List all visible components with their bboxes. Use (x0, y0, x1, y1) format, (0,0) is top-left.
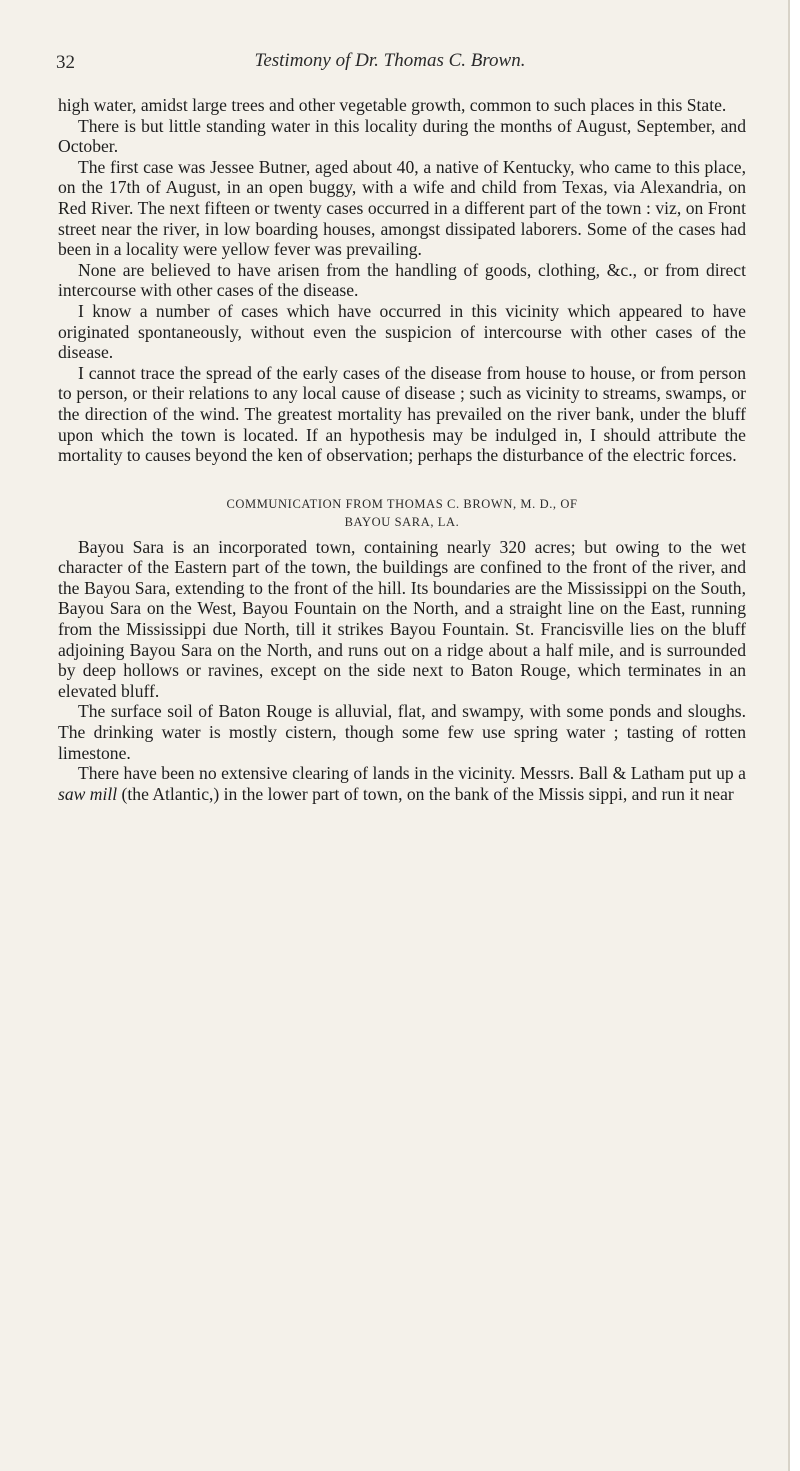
paragraph: The first case was Jessee Butner, aged about 40, a native of Kentucky, who came to this place, on the 17th of August, in an open buggy, with a wife and child from Texas, via Alexandria, on Red River. The next fifteen or twenty cases occurred in a different part of the town : viz, on Front street near the river, in low boarding houses, amongst dissipated laborers. Some of the cases had been in a locality were yellow fever was prevailing. (58, 156, 746, 260)
paragraph: I cannot trace the spread of the early cases of the disease from house to house, or from person to person, or their relations to any local cause of disease ; such as vicinity to streams, swamps, or the direction of the wind. The greatest mortality has prevailed on the river bank, under the bluff upon which the town is located. If an hypothesis may be indulged in, I should attribute the mortality to causes beyond the ken of observation; perhaps the disturbance of the electric forces. (58, 362, 746, 466)
paragraph: The surface soil of Baton Rouge is alluvial, flat, and swampy, with some ponds and sloughs. The drinking water is mostly cistern, though some few use spring water ; tasting of rotten limestone. (58, 701, 746, 763)
paragraph: There is but little standing water in this locality during the months of August, September, and October. (58, 115, 746, 157)
section-heading (58, 495, 746, 531)
running-head: Testimony of Dr. Thomas C. Brown. (254, 50, 526, 71)
page-number: 32 (56, 52, 75, 73)
section-heading-line: COMMUNICATION FROM THOMAS C. BROWN, M. D., OF (226, 496, 578, 511)
paragraph: None are believed to have arisen from the handling of goods, clothing, &c., or from direct intercourse with other cases of the disease. (58, 259, 746, 301)
paragraph: high water, amidst large trees and other vegetable growth, common to such places in this State. (58, 95, 727, 115)
paragraph-text: (the Atlantic,) in the lower part of town, on the bank of the Missis sippi, and run it near (117, 783, 734, 804)
paragraph-last (58, 763, 746, 804)
paragraph: Bayou Sara is an incorporated town, containing nearly 320 acres; but owing to the wet character of the Eastern part of the town, the buildings are confined to the front of the river, and the Bayou Sara, extending to the front of the hill. Its boundaries are the Mississippi on the South, Bayou Sara on the West, Bayou Fountain on the North, and a straight line on the East, running from the Mississippi due North, till it strikes Bayou Fountain. St. Francisville lies on the bluff adjoining Bayou Sara on the North, and runs out on a ridge about a half mile, and is surrounded by deep hollows or ravines, except on the side next to Baton Rouge, which terminates in an elevated bluff. (58, 536, 746, 701)
page-body (58, 95, 746, 804)
section-heading-line: BAYOU SARA, LA. (344, 514, 460, 529)
italic-term: saw mill (58, 783, 118, 804)
paragraph-text: There have been no extensive clearing of lands in the vicinity. Messrs. Ball & Latham put up a (78, 763, 746, 784)
paragraph: I know a number of cases which have occurred in this vicinity which appeared to have originated spontaneously, without even the suspicion of intercourse with other cases of the disease. (58, 300, 746, 363)
page-header (0, 48, 780, 78)
